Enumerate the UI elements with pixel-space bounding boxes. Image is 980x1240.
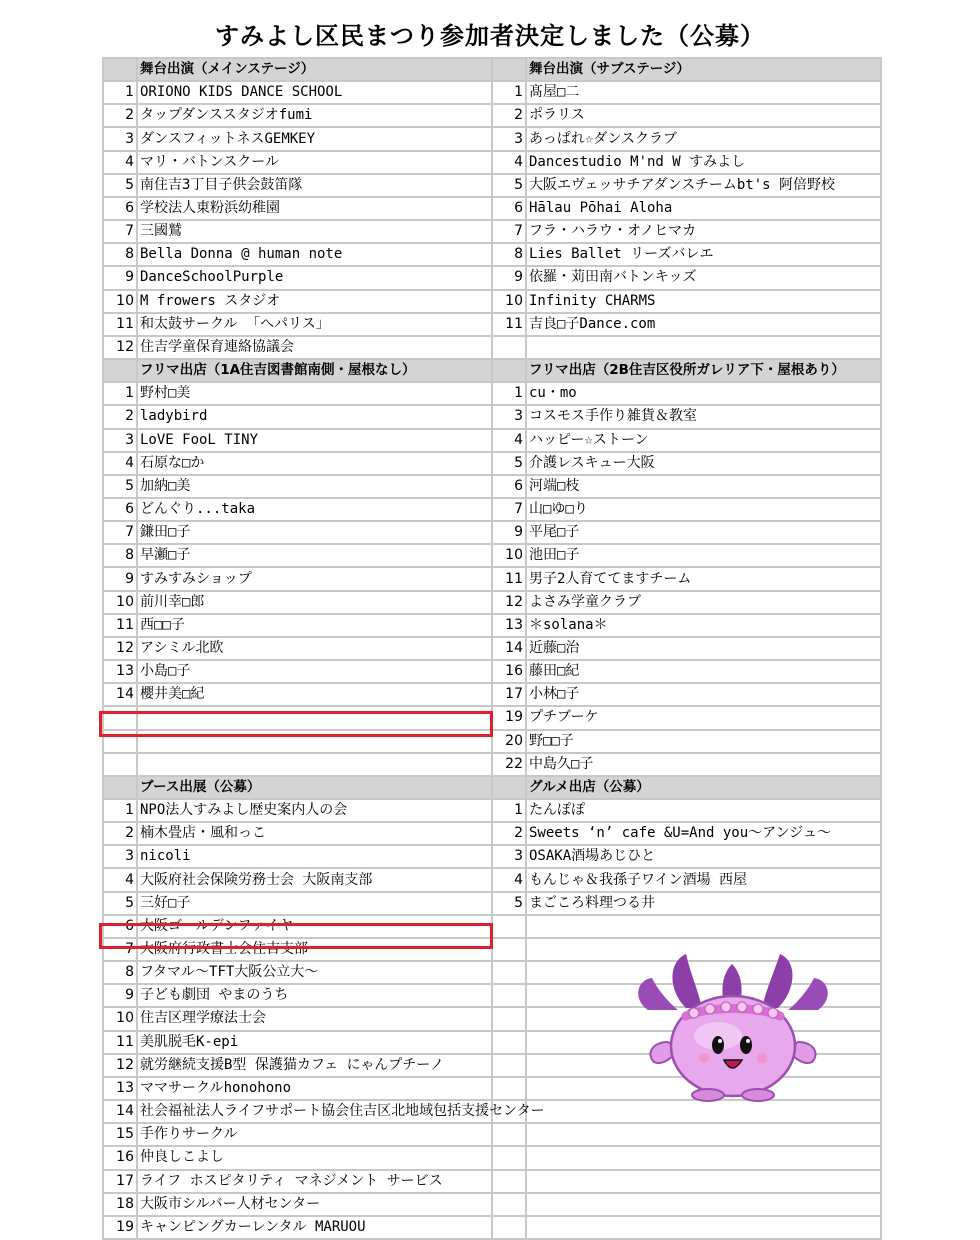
entry-number: 11 — [103, 313, 137, 336]
entry-name: 依羅・苅田南バトンキッズ — [526, 266, 881, 289]
empty-cell — [492, 961, 526, 984]
empty-cell — [526, 915, 881, 938]
entry-number: 12 — [103, 336, 137, 359]
entry-number: 11 — [103, 1031, 137, 1054]
page-title: すみよし区民まつり参加者決定しました（公募） — [215, 22, 765, 50]
entry-name: 小林□子 — [526, 683, 881, 706]
table-row — [103, 197, 881, 220]
entry-number: 3 — [492, 127, 526, 150]
table-row — [103, 382, 881, 405]
header-blank-cell — [103, 58, 137, 81]
entry-name: 三國鷲 — [137, 220, 492, 243]
empty-cell — [492, 984, 526, 1007]
entry-number: 18 — [103, 1193, 137, 1216]
entry-number: 3 — [103, 127, 137, 150]
empty-cell — [492, 1193, 526, 1216]
entry-name: 櫻井美□紀 — [137, 683, 492, 706]
entry-name: 池田□子 — [526, 544, 881, 567]
entry-number: 19 — [103, 1216, 137, 1239]
section-header-row — [103, 776, 881, 799]
entry-name: 南住吉3丁目子供会鼓笛隊 — [137, 174, 492, 197]
entry-name: Infinity CHARMS — [526, 290, 881, 313]
entry-name: LoVE FooL TINY — [137, 429, 492, 452]
entry-number: 1 — [103, 81, 137, 104]
entry-number: 8 — [492, 243, 526, 266]
entry-number — [103, 706, 137, 729]
entry-number: 5 — [492, 452, 526, 475]
entry-number: 11 — [492, 313, 526, 336]
entry-name — [137, 753, 492, 776]
entry-number: 20 — [492, 730, 526, 753]
entry-number: 1 — [103, 382, 137, 405]
table-row — [103, 637, 881, 660]
table-row — [103, 845, 881, 868]
table-row — [103, 336, 881, 359]
entry-name: ダンスフィットネスGEMKEY — [137, 127, 492, 150]
entry-number: 2 — [103, 822, 137, 845]
entry-number: 10 — [103, 591, 137, 614]
entry-number: 13 — [492, 614, 526, 637]
header-blank-cell — [492, 359, 526, 382]
entry-name: 住吉区理学療法士会 — [137, 1007, 492, 1030]
entry-name: 近藤□治 — [526, 637, 881, 660]
header-blank-cell — [492, 776, 526, 799]
section-header-row — [103, 58, 881, 81]
entry-name: 大阪府社会保険労務士会 大阪南支部 — [137, 868, 492, 891]
entry-name — [137, 706, 492, 729]
entry-number: 9 — [492, 521, 526, 544]
entry-number — [103, 730, 137, 753]
entry-number: 2 — [103, 405, 137, 428]
entry-number: 13 — [103, 1077, 137, 1100]
entry-number: 9 — [103, 567, 137, 590]
entry-name: 大阪ゴールデンファイヤー — [137, 915, 492, 938]
empty-cell — [526, 1123, 881, 1146]
table-row — [103, 174, 881, 197]
entry-name — [137, 730, 492, 753]
entry-name: 鎌田□子 — [137, 521, 492, 544]
entry-name — [526, 336, 881, 359]
section-header-left: フリマ出店（1A住吉図書館南側・屋根なし） — [137, 359, 492, 382]
entry-name: 河端□枝 — [526, 475, 881, 498]
entry-name: タップダンススタジオfumi — [137, 104, 492, 127]
entry-number: 15 — [103, 1123, 137, 1146]
entry-name: もんじゃ＆我孫子ワイン酒場 西屋 — [526, 868, 881, 891]
entry-number: 4 — [492, 151, 526, 174]
entry-number: 10 — [492, 544, 526, 567]
entry-name: Dancestudio M'nd W すみよし — [526, 151, 881, 174]
entry-number: 16 — [492, 660, 526, 683]
entry-name: たんぽぽ — [526, 799, 881, 822]
entry-number: 14 — [103, 1100, 137, 1123]
entry-name: 学校法人東粉浜幼稚園 — [137, 197, 492, 220]
empty-cell — [526, 1216, 881, 1239]
entry-number: 3 — [103, 845, 137, 868]
table-row — [103, 81, 881, 104]
entry-name: 西□□子 — [137, 614, 492, 637]
entry-name: まごころ料理つる井 — [526, 892, 881, 915]
entry-number: 5 — [103, 892, 137, 915]
entry-name: ハッピー☆ストーン — [526, 429, 881, 452]
table-row — [103, 405, 881, 428]
table-row — [103, 591, 881, 614]
entry-number: 8 — [103, 243, 137, 266]
entry-number: 10 — [103, 290, 137, 313]
empty-cell — [492, 1054, 526, 1077]
empty-cell — [492, 1170, 526, 1193]
entry-number — [103, 753, 137, 776]
entry-number: 10 — [492, 290, 526, 313]
entry-name: 住吉学童保育連絡協議会 — [137, 336, 492, 359]
entry-number: 11 — [492, 567, 526, 590]
entry-name: アシミル北欧 — [137, 637, 492, 660]
entry-name: キャンピングカーレンタル MARUOU — [137, 1216, 492, 1239]
entry-name: NPO法人すみよし歴史案内人の会 — [137, 799, 492, 822]
entry-name: 吉良□子Dance.com — [526, 313, 881, 336]
entry-name: ORIONO KIDS DANCE SCHOOL — [137, 81, 492, 104]
table-row — [103, 498, 881, 521]
entry-number: 1 — [103, 799, 137, 822]
entry-name: フラ・ハラウ・オノヒマカ — [526, 220, 881, 243]
entry-name: 就労継続支援B型 保護猫カフェ にゃんプチーノ — [137, 1054, 492, 1077]
entry-name: 楠木畳店・風和っこ — [137, 822, 492, 845]
entry-number: 6 — [492, 475, 526, 498]
entry-number: 1 — [492, 81, 526, 104]
entry-name: フタマル～TFT大阪公立大～ — [137, 961, 492, 984]
empty-cell — [492, 1216, 526, 1239]
entry-number: 1 — [492, 382, 526, 405]
entry-name: 大阪市シルバー人材センター — [137, 1193, 492, 1216]
header-blank-cell — [103, 359, 137, 382]
entry-number: 2 — [103, 104, 137, 127]
table-row — [103, 313, 881, 336]
entry-name: コスモス手作り雑貨＆教室 — [526, 405, 881, 428]
empty-cell — [492, 938, 526, 961]
entry-number: 3 — [492, 405, 526, 428]
entry-number: 13 — [103, 660, 137, 683]
section-header-right: グルメ出店（公募） — [526, 776, 881, 799]
entry-number: 4 — [103, 868, 137, 891]
table-row — [103, 521, 881, 544]
table-row — [103, 429, 881, 452]
entry-number: 7 — [492, 220, 526, 243]
entry-number: 7 — [103, 521, 137, 544]
entry-number: 4 — [103, 151, 137, 174]
table-row — [103, 1100, 881, 1123]
entry-name: 大阪エヴェッサチアダンスチームbt's 阿倍野校 — [526, 174, 881, 197]
entry-name: 中島久□子 — [526, 753, 881, 776]
entry-name: M frowers スタジオ — [137, 290, 492, 313]
section-header-row — [103, 359, 881, 382]
entry-name: マリ・バトンスクール — [137, 151, 492, 174]
header-blank-cell — [492, 58, 526, 81]
section-header-right: フリマ出店（2B住吉区役所ガレリア下・屋根あり） — [526, 359, 881, 382]
entry-number: 12 — [492, 591, 526, 614]
entry-name: よさみ学童クラブ — [526, 591, 881, 614]
entry-name: ＊solana＊ — [526, 614, 881, 637]
entry-name: 男子2人育ててますチーム — [526, 567, 881, 590]
empty-cell — [492, 1007, 526, 1030]
entry-number: 11 — [103, 614, 137, 637]
table-row — [103, 868, 881, 891]
entry-number: 22 — [492, 753, 526, 776]
entry-number: 2 — [492, 822, 526, 845]
entry-number: 9 — [492, 266, 526, 289]
entry-name: すみすみショップ — [137, 567, 492, 590]
entry-number: 12 — [103, 637, 137, 660]
entry-name: 大阪府行政書士会住吉支部 — [137, 938, 492, 961]
entry-name: 手作りサークル — [137, 1123, 492, 1146]
section-header-left: 舞台出演（メインステージ） — [137, 58, 492, 81]
entry-name: 髙屋□二 — [526, 81, 881, 104]
entry-name: Sweets ‘n’ cafe &U=And you～アンジュ～ — [526, 822, 881, 845]
section-header-left: ブース出展（公募） — [137, 776, 492, 799]
entry-name: どんぐり...taka — [137, 498, 492, 521]
table-row — [103, 892, 881, 915]
table-row — [103, 243, 881, 266]
empty-cell — [492, 1031, 526, 1054]
table-row — [103, 753, 881, 776]
entry-number: 4 — [492, 868, 526, 891]
entry-name: 子ども劇団 やまのうち — [137, 984, 492, 1007]
entry-number: 19 — [492, 706, 526, 729]
table-row — [103, 614, 881, 637]
entry-number — [492, 336, 526, 359]
table-row — [103, 706, 881, 729]
entry-number: 8 — [103, 544, 137, 567]
table-row — [103, 544, 881, 567]
entry-number: 17 — [103, 1170, 137, 1193]
entry-name: 石原な□か — [137, 452, 492, 475]
entry-name: OSAKA酒場あじひと — [526, 845, 881, 868]
table-row — [103, 1216, 881, 1239]
entry-name: ladybird — [137, 405, 492, 428]
entry-number: 4 — [103, 452, 137, 475]
entry-number: 5 — [492, 174, 526, 197]
empty-cell — [526, 1193, 881, 1216]
empty-cell — [526, 1146, 881, 1169]
entry-number: 5 — [103, 174, 137, 197]
entry-number: 6 — [492, 197, 526, 220]
entry-name: プチブーケ — [526, 706, 881, 729]
table-row — [103, 104, 881, 127]
empty-cell — [492, 1123, 526, 1146]
entry-number: 14 — [492, 637, 526, 660]
table-row — [103, 915, 881, 938]
entry-number: 16 — [103, 1146, 137, 1169]
entry-name: 野□□子 — [526, 730, 881, 753]
entry-number: 1 — [492, 799, 526, 822]
entry-number: 10 — [103, 1007, 137, 1030]
entry-number: 7 — [492, 498, 526, 521]
entry-name: 前川幸□郎 — [137, 591, 492, 614]
table-row — [103, 1170, 881, 1193]
entry-number: 5 — [492, 892, 526, 915]
entry-name: 藤田□紀 — [526, 660, 881, 683]
entry-name: 介護レスキュー大阪 — [526, 452, 881, 475]
entry-name: 山□ゆ□り — [526, 498, 881, 521]
table-row — [103, 660, 881, 683]
entry-number: 3 — [103, 429, 137, 452]
entry-name: 野村□美 — [137, 382, 492, 405]
table-row — [103, 822, 881, 845]
entry-number: 6 — [103, 915, 137, 938]
mascot-icon — [628, 950, 838, 1102]
table-row — [103, 220, 881, 243]
entry-name: 仲良しこよし — [137, 1146, 492, 1169]
entry-name: 早瀬□子 — [137, 544, 492, 567]
entry-number: 6 — [103, 197, 137, 220]
entry-name: ライフ ホスピタリティ マネジメント サービス — [137, 1170, 492, 1193]
entry-name: cu・mo — [526, 382, 881, 405]
entry-number: 9 — [103, 266, 137, 289]
entry-name: 和太鼓サークル 「へパリス」 — [137, 313, 492, 336]
entry-number: 4 — [492, 429, 526, 452]
entry-name: 小島□子 — [137, 660, 492, 683]
entry-name: 平尾□子 — [526, 521, 881, 544]
entry-name: nicoli — [137, 845, 492, 868]
empty-cell — [526, 1100, 881, 1123]
entry-number: 6 — [103, 498, 137, 521]
table-row — [103, 799, 881, 822]
entry-name: Lies Ballet リーズバレエ — [526, 243, 881, 266]
table-row — [103, 475, 881, 498]
entry-number: 8 — [103, 961, 137, 984]
entry-number: 7 — [103, 938, 137, 961]
entry-number: 12 — [103, 1054, 137, 1077]
empty-cell — [492, 1077, 526, 1100]
table-row — [103, 683, 881, 706]
entry-name: 社会福祉法人ライフサポート協会住吉区北地域包括支援センター — [137, 1100, 492, 1123]
entry-name: Bella Donna @ human note — [137, 243, 492, 266]
entry-number: 9 — [103, 984, 137, 1007]
entry-number: 2 — [492, 104, 526, 127]
entry-number: 5 — [103, 475, 137, 498]
table-row — [103, 1193, 881, 1216]
entry-name: 三好□子 — [137, 892, 492, 915]
table-row — [103, 730, 881, 753]
entry-name: あっぱれ☆ダンスクラブ — [526, 127, 881, 150]
entry-number: 3 — [492, 845, 526, 868]
table-row — [103, 151, 881, 174]
table-row — [103, 290, 881, 313]
entry-name: DanceSchoolPurple — [137, 266, 492, 289]
entry-name: ポラリス — [526, 104, 881, 127]
empty-cell — [492, 1146, 526, 1169]
empty-cell — [492, 915, 526, 938]
section-header-right: 舞台出演（サブステージ） — [526, 58, 881, 81]
entry-name: ママサークルhonohono — [137, 1077, 492, 1100]
table-row — [103, 127, 881, 150]
empty-cell — [526, 1170, 881, 1193]
table-row — [103, 452, 881, 475]
entry-name: 加納□美 — [137, 475, 492, 498]
table-row — [103, 266, 881, 289]
table-row — [103, 1123, 881, 1146]
header-blank-cell — [103, 776, 137, 799]
entry-name: Hālau Pōhai Aloha — [526, 197, 881, 220]
table-row — [103, 1146, 881, 1169]
entry-number: 14 — [103, 683, 137, 706]
entry-number: 7 — [103, 220, 137, 243]
table-row — [103, 567, 881, 590]
entry-name: 美肌脱毛K-epi — [137, 1031, 492, 1054]
entry-number: 17 — [492, 683, 526, 706]
